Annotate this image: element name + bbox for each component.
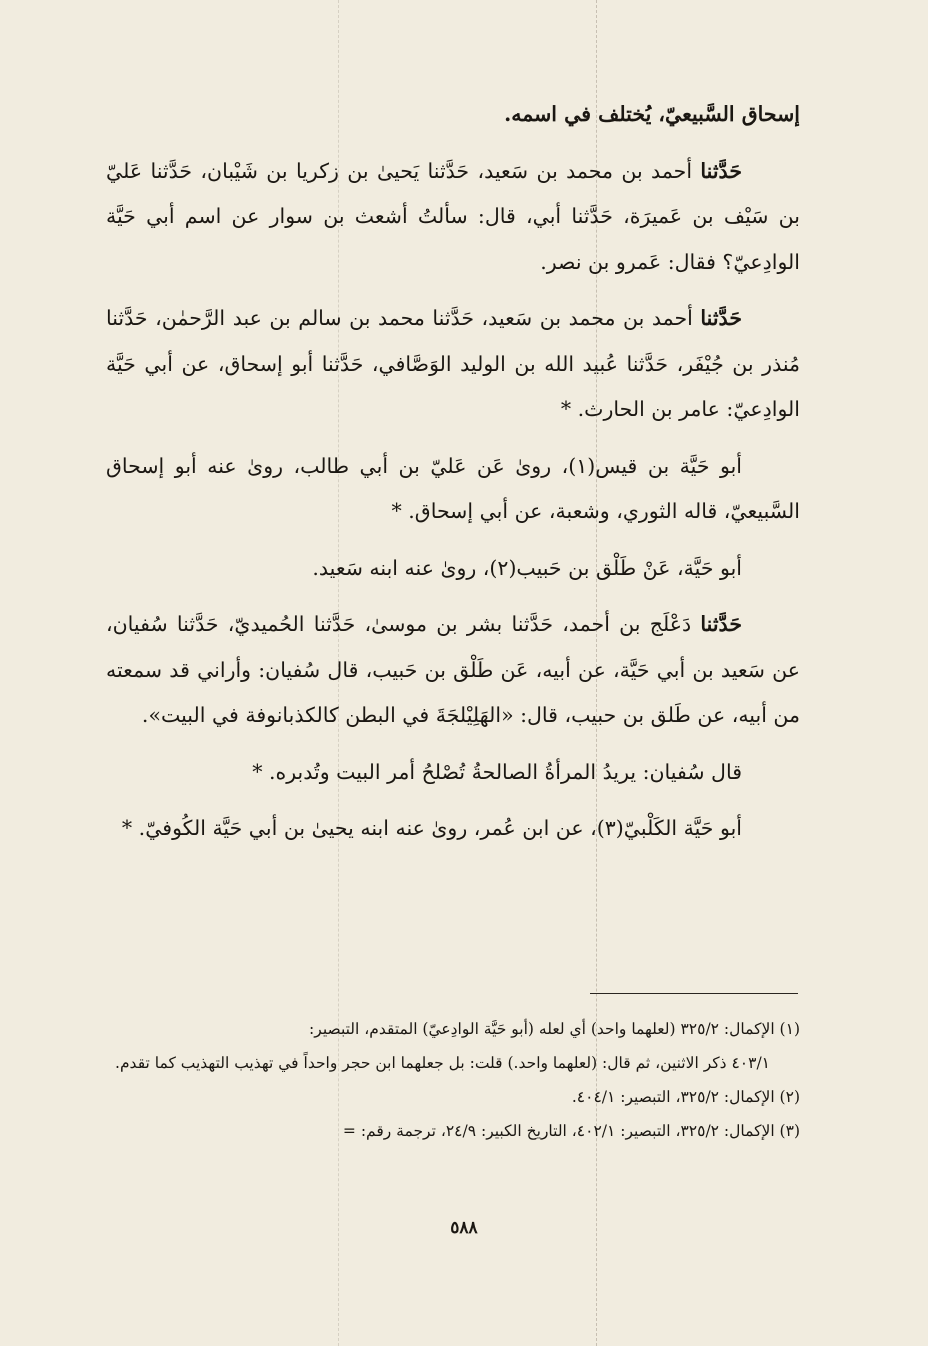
paragraph-8: [106, 806, 800, 852]
footnote-3: (٣) الإكمال: ٣٢٥/٢، التبصير: ٤٠٢/١، التاريخ الكبير: ٢٤/٩، ترجمة رقم: =: [342, 1122, 800, 1140]
paragraph-lead: حَدَّثنا: [700, 612, 742, 636]
footnote-2: (٢) الإكمال: ٣٢٥/٢، التبصير: ٤٠٤/١.: [571, 1088, 800, 1106]
footnote-1-continuation: ٤٠٣/١ ذكر الاثنين، ثم قال: (لعلهما واحد.) قلت: بل جعلهما ابن حجر واحداً في تهذيب التهذيب كما تقدم.: [115, 1054, 770, 1072]
paragraph-4: [106, 444, 800, 535]
paragraph-2: [106, 149, 800, 286]
main-text: [106, 92, 800, 863]
paragraph-6: [106, 602, 800, 739]
paragraph-text: قال سُفيان: يريدُ المرأةُ الصالحةُ تُصْلحُ أمر البيت وتُدبره. *: [252, 759, 742, 784]
paragraph-7: [106, 750, 800, 796]
paragraph-5: [106, 546, 800, 592]
paragraph-text: أبو حَيَّة بن قيس(١)، روىٰ عَن عَليّ بن أبي طالب، روىٰ عنه أبو إسحاق السَّبيعيّ، قاله الثوري، وشعبة، عن أبي إسحاق. *: [106, 453, 800, 523]
footnotes: [108, 1012, 800, 1148]
paragraph-text: أحمد بن محمد بن سَعيد، حَدَّثنا يَحيىٰ بن زكريا بن شَيْبان، حَدَّثنا عَليّ بن سَيْف بن عَميرَة، حَدَّثنا أبي، قال: سألتُ أشعث بن سوار عن اسم أبي حَيَّة الوادِعيّ؟ فقال: عَمرو بن نصر.: [106, 158, 800, 274]
footnote-1: (١) الإكمال: ٣٢٥/٢ (لعلهما واحد) أي لعله (أبو حَيَّة الوادِعيّ) المتقدم، التبصير:: [309, 1020, 800, 1038]
paragraph-text: أبو حَيَّة الكَلْبيّ(٣)، عن ابن عُمر، روىٰ عنه ابنه يحيىٰ بن أبي حَيَّة الكُوفيّ. *: [121, 816, 742, 840]
footnote-separator: [590, 993, 798, 994]
paragraph-3: [106, 296, 800, 433]
page-number: ٥٨٨: [450, 1218, 478, 1238]
paragraph-1: [106, 92, 800, 138]
paragraph-lead: حَدَّثنا: [700, 158, 742, 183]
paragraph-text: دَعْلَج بن أحمد، حَدَّثنا بشر بن موسىٰ، حَدَّثنا الحُميديّ، حَدَّثنا سُفيان، عن سَعيد بن أبي حَيَّة، عن أبيه، عَن طَلْق بن حَبيب، قال سُفيان: وأراني قد سمعته من أبيه، عن طَلق بن حبيب، قال: «الهَلِيْلجَةَ في البطن كالكذبانوفة في البيت».: [106, 612, 801, 727]
paragraph-text: إسحاق السَّبيعيّ، يُختلف في اسمه.: [504, 102, 800, 126]
paragraph-lead: حَدَّثنا: [700, 306, 742, 330]
paragraph-text: أبو حَيَّة، عَنْ طَلْق بن حَبيب(٢)، روىٰ عنه ابنه سَعيد.: [312, 555, 742, 580]
paragraph-text: أحمد بن محمد بن سَعيد، حَدَّثنا محمد بن سالم بن عبد الرَّحمٰن، حَدَّثنا مُنذر بن جُيْفَر، حَدَّثنا عُبيد الله بن الوليد الوَصَّافي، حَدَّثنا أبو إسحاق، عن أبي حَيَّة الوادِعيّ: عامر بن الحارث. *: [106, 306, 800, 421]
